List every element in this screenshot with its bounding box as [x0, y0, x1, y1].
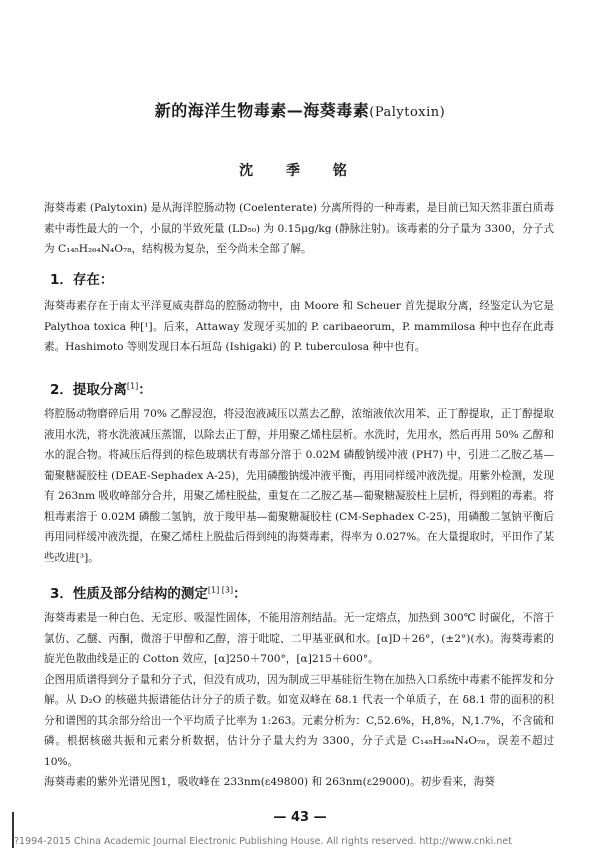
article-title	[0, 98, 600, 121]
title-latin: (Palytoxin)	[369, 105, 446, 120]
page-number: — 43 —	[273, 810, 327, 825]
section-heading-extraction	[50, 378, 152, 398]
citation-marker: [1] [3]	[207, 585, 234, 595]
section-heading-properties	[50, 582, 247, 602]
section-heading-text: 3．性质及部分结构的测定	[50, 586, 208, 602]
section-body-extraction: 将腔肠动物磨碎后用 70% 乙醇浸泡，将浸泡液减压以蒸去乙醇，浓缩液依次用苯、正丁醇提取，正丁醇提取液用水洗，将水洗液减压蒸馏，以除去正丁醇，并用聚乙烯柱层析。水洗时，先用水，然后再用 50% 乙醇和水的混合物。将减压后得到的棕色玻璃状有毒部分溶于 0.02M 磷酸钠缓冲液 (PH7) 中，引进二乙胺乙基—葡聚糖凝胶柱 (DEAE-Sephadex A-25)，先用磷酸钠缓冲液平衡，再用同样缓冲液洗提。用紫外检测，发现有 263nm 吸收峰部分合并，用聚乙烯柱脱盐，重复在二乙胺乙基—葡聚糖凝胶柱上层析，得到粗的毒素。将粗毒素溶于 0.02M 磷酸二氢钠，放于羧甲基—葡聚糖凝胶柱 (CM-Sephadex C-25)，用磷酸二氢钠平衡后再用同样缓冲液洗提，在聚乙烯柱上脱盐后得到纯的海葵毒素，得率为 0.027%。在大量提取时，平田作了某些改进[³]。	[44, 408, 554, 564]
section-heading-text: 2．提取分离	[50, 382, 127, 398]
section-heading-colon: ：	[138, 382, 152, 398]
citation-marker: [1]	[126, 381, 139, 391]
author-name: 沈 季 铭	[239, 163, 361, 179]
title-chinese: 新的海洋生物毒素—海葵毒素	[154, 101, 370, 120]
section-heading-text: 1．存在：	[50, 272, 114, 288]
section-body-properties: 海葵毒素是一种白色、无定形、吸湿性固体，不能用溶剂结晶。无一定熔点，加热到 300℃ 时碳化，不溶于氯仿、乙醚、丙酮，微溶于甲醇和乙醇，溶于吡啶、二甲基亚砜和水。[α]D＋26°，(±2°)(水)。海葵毒素的旋光色散曲线是正的 Cotton 效应，[α]250＋700°，[α]215＋600°。 企图用质谱得到分子量和分子式，但没有成功，因为制成三甲基硅衍生物在加热入口系统中毒素不能挥发和分解。从 D₂O 的核磁共振谱能估计分子的质子数。如宽双峰在 δ8.1 代表一个单质子，在 δ8.1 带的面积的积分和谱图的其余部分给出一个平均质子比率为 1:263。元素分析为：C,52.6%，H,8%，N,1.7%，不含硫和磷。根据核磁共振和元素分析数据，估计分子量大约为 3300，分子式是 C₁₄₅H₂₆₄N₄O₇₈，误差不超过 10%。 海葵毒素的紫外光谱见图1，吸收峰在 233nm(ε49800) 和 263nm(ε29000)。初步看来，海葵	[44, 612, 554, 788]
intro-paragraph: 海葵毒素 (Palytoxin) 是从海洋腔肠动物 (Coelenterate) 分离所得的一种毒素，是目前已知天然非蛋白质毒素中毒性最大的一个，小鼠的半致死量 (LD₅₀) 为 0.15μg/kg (静脉注射)。该毒素的分子量为 3300，分子式为 C₁₄₅H₂₆₄N₄O₇₈，结构极为复杂，至今尚未全部了解。	[44, 202, 554, 255]
copyright-footer: ?1994-2015 China Academic Journal Electronic Publishing House. All rights reserved. http://www.cnki.net	[14, 836, 512, 847]
section-body-occurrence: 海葵毒素存在于南太平洋夏威夷群岛的腔肠动物中，由 Moore 和 Scheuer 首先提取分离，经鉴定认为它是 Palythoa toxica 种[¹]。后来，Attaway 发现牙买加的 P. caribaeorum，P. mammilosa 种中也存在此毒素。Hashimoto 等则发现日本石垣岛 (Ishigaki) 的 P. tuberculosa 种中也有。	[44, 300, 554, 353]
section-heading-occurrence	[50, 268, 113, 288]
section-heading-colon: ：	[233, 586, 247, 602]
